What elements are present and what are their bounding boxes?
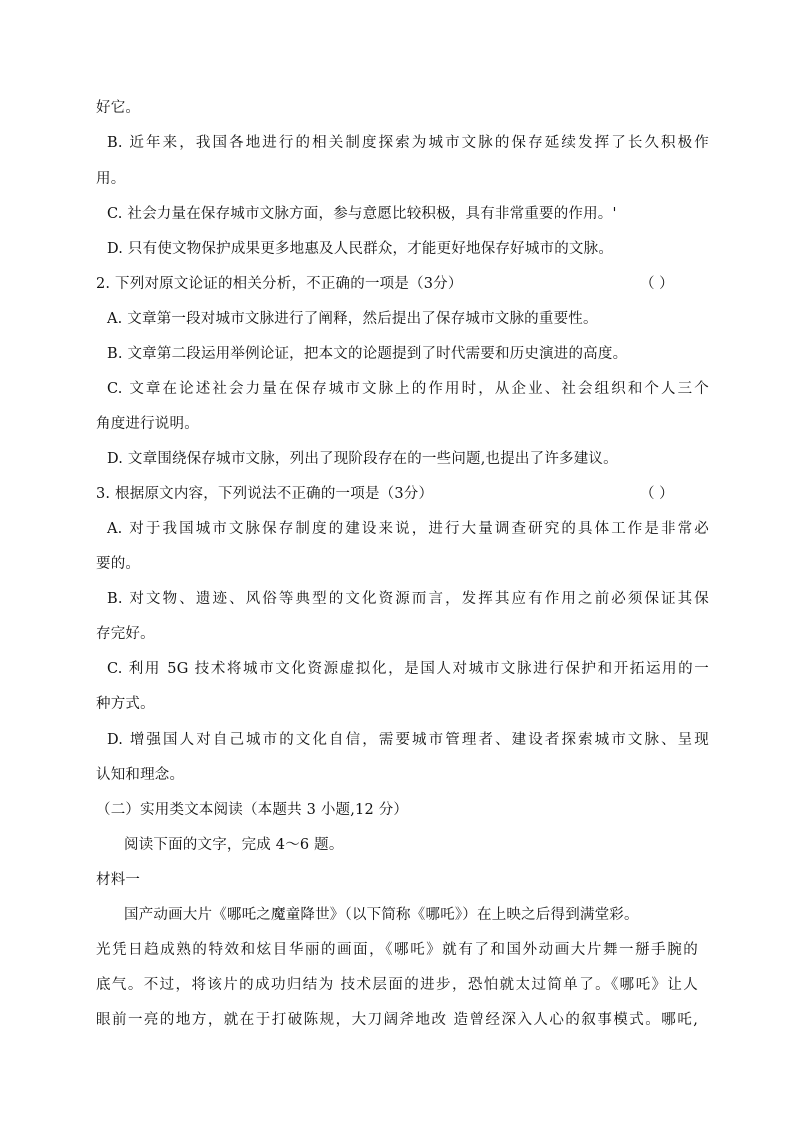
q1-option-c: C. 社会力量在保存城市文脉方面，参与意愿比较积极，具有非常重要的作用。' bbox=[107, 206, 617, 222]
q2-option-c-line2: 角度进行说明。 bbox=[96, 416, 199, 432]
q3-option-c-line2: 种方式。 bbox=[96, 696, 155, 712]
q1-tail-text: 好它。 bbox=[96, 100, 141, 116]
q1-option-b-line2: 用。 bbox=[96, 171, 126, 187]
q2-option-a: A. 文章第一段对城市文脉进行了阐释，然后提出了保存城市文脉的重要性。 bbox=[107, 311, 598, 327]
q3-option-c-line1: C. 利用 5G 技术将城市文化资源虚拟化，是国人对城市文脉进行保护和开拓运用的一 bbox=[107, 661, 709, 677]
passage-line-4: 眼前一亮的地方，就在于打破陈规，大刀阔斧地改 造曾经深入人心的叙事模式。哪吒, bbox=[96, 1012, 698, 1028]
reading-instruction: 阅读下面的文字，完成 4～6 题。 bbox=[124, 837, 344, 853]
section-heading: （二）实用类文本阅读（本题共 3 小题,12 分） bbox=[96, 802, 409, 818]
q3-option-a-line1: A. 对于我国城市文脉保存制度的建设来说，进行大量调查研究的具体工作是非常必 bbox=[107, 521, 709, 537]
q1-option-d: D. 只有使文物保护成果更多地惠及人民群众，才能更好地保存好城市的文脉。 bbox=[107, 241, 614, 257]
q3-option-d-line1: D. 增强国人对自己城市的文化自信，需要城市管理者、建设者探索城市文脉、呈现 bbox=[107, 732, 709, 748]
passage-line-3: 底气。不过，将该片的成功归结为 技术层面的进步，恐怕就太过简单了。《哪吒》让人 bbox=[96, 977, 698, 993]
q3-answer-paren: （ ） bbox=[640, 486, 674, 502]
passage-line-1: 国产动画大片《哪吒之魔童降世》（以下简称《哪吒》）在上映之后得到满堂彩。 bbox=[124, 907, 639, 923]
q3-option-a-line2: 要的。 bbox=[96, 556, 141, 572]
q2-option-d: D. 文章围绕保存城市文脉，列出了现阶段存在的一些问题,也提出了许多建议。 bbox=[107, 451, 618, 467]
q1-option-b-line1: B. 近年来，我国各地进行的相关制度探索为城市文脉的保存延续发挥了长久积极作 bbox=[107, 135, 709, 151]
passage-line-2: 光凭日趋成熟的特效和炫目华丽的画面，《哪吒》就有了和国外动画大片舞一掰手腕的 bbox=[96, 942, 698, 958]
q2-stem: 2. 下列对原文论证的相关分析，不正确的一项是（3分） bbox=[96, 276, 463, 292]
q3-option-b-line1: B. 对文物、遗迹、风俗等典型的文化资源而言，发挥其应有作用之前必须保证其保 bbox=[107, 591, 709, 607]
q3-option-b-line2: 存完好。 bbox=[96, 626, 155, 642]
material-label: 材料一 bbox=[96, 872, 141, 888]
q3-option-d-line2: 认知和理念。 bbox=[96, 767, 185, 783]
q2-answer-paren: （ ） bbox=[640, 276, 674, 292]
q2-option-c-line1: C. 文章在论述社会力量在保存城市文脉上的作用时，从企业、社会组织和个人三个 bbox=[107, 381, 709, 397]
q2-option-b: B. 文章第二段运用举例论证，把本文的论题提到了时代需要和历史演进的高度。 bbox=[107, 346, 628, 362]
q3-stem: 3. 根据原文内容，下列说法不正确的一项是（3分） bbox=[96, 486, 434, 502]
